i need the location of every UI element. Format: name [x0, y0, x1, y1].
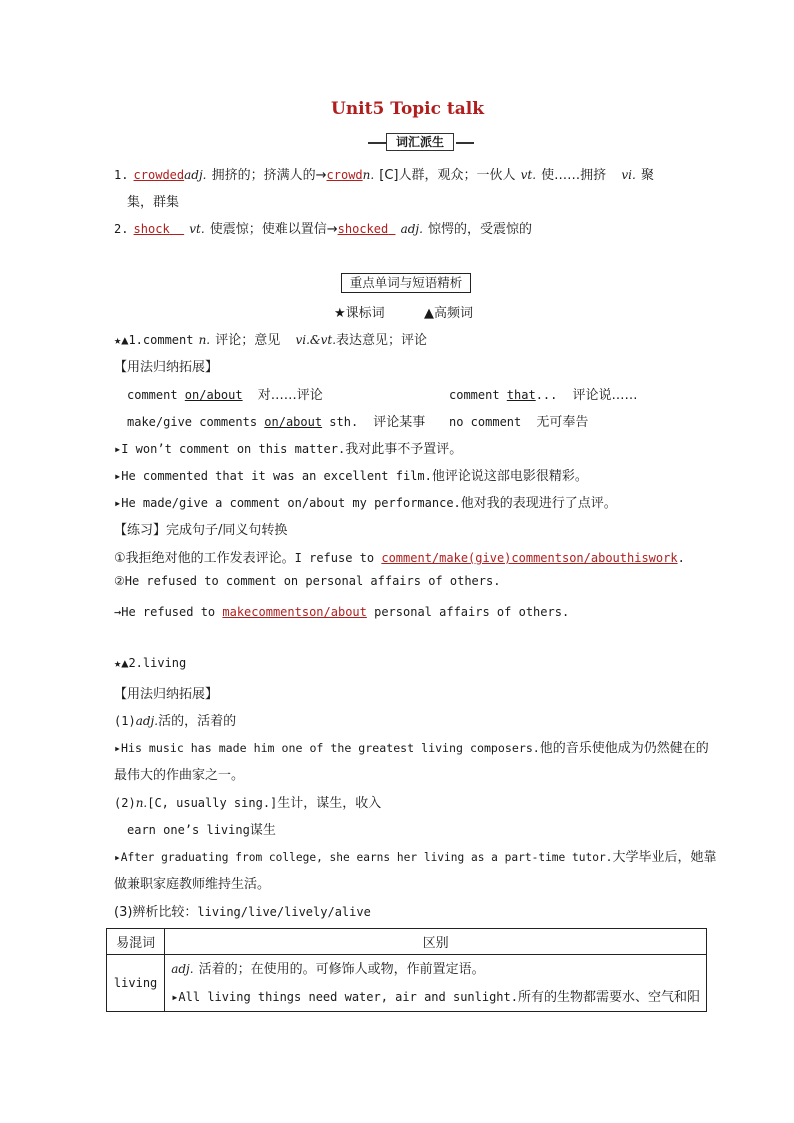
- vocab-item-1: [114, 164, 654, 183]
- sense-2-phrase: earn one’s living谋生: [127, 823, 276, 838]
- vocab-badge-label: 词汇派生: [386, 133, 454, 151]
- practice-answer: makecommentson/about: [222, 605, 367, 619]
- example-2: ▸He commented that it was an excellent film.他评论说这部电影很精彩。: [114, 469, 588, 484]
- definition: 使……拥挤: [541, 168, 607, 183]
- vocab-section-badge: [368, 133, 474, 151]
- answer-word: crowded: [133, 168, 185, 182]
- sense-2-example-cont: 做兼职家庭教师维持生活。: [114, 877, 271, 892]
- practice-2: ②He refused to comment on personal affairs of others.: [114, 574, 501, 588]
- table-header: 区别: [165, 929, 707, 955]
- sense-1-example: ▸His music has made him one of the greatest living composers.他的音乐使他成为仍然健在的: [114, 741, 709, 756]
- table-header-row: [107, 929, 707, 955]
- sense-3: (3)辨析比较：living/live/lively/alive: [114, 905, 371, 920]
- example-1: ▸I won’t comment on this matter.我对此事不予置评。: [114, 442, 463, 457]
- vocab-item-1-cont: 集，群集: [127, 195, 180, 210]
- example-3: ▸He made/give a comment on/about my performance.他对我的表现进行了点评。: [114, 496, 617, 511]
- entry-2-head: ★▲2.living: [114, 656, 187, 670]
- sense-1: (1)adj.活的，活着的: [114, 714, 237, 729]
- definition: 惊愕的，受震惊的: [428, 222, 533, 237]
- badge-right-line: [456, 142, 474, 144]
- phrase-2: comment that... 评论说……: [449, 388, 638, 403]
- pos-label: vt.: [189, 222, 205, 236]
- pos-label: vi.&vt.: [295, 333, 337, 347]
- comparison-table: [106, 928, 707, 1012]
- sense-2-example: ▸After graduating from college, she earns her living as a part-time tutor.大学毕业后，她靠: [114, 850, 717, 865]
- usage-label: 【用法归纳拓展】: [114, 360, 219, 375]
- practice-3: →He refused to makecommentson/about personal affairs of others.: [114, 605, 570, 619]
- definition: 拥挤的；挤满人的: [211, 168, 316, 183]
- practice-answer: comment/make(give)commentson/abouthiswork: [381, 551, 678, 565]
- definition: 表达意见；评论: [336, 333, 428, 348]
- table-header: 易混词: [107, 929, 165, 955]
- answer-word: shock: [133, 222, 170, 236]
- item-number: 2.: [114, 222, 129, 236]
- usage-label: 【用法归纳拓展】: [114, 687, 219, 702]
- pos-label: vi.: [621, 168, 636, 182]
- item-number: 1.: [114, 168, 129, 182]
- sense-1-example-cont: 最伟大的作曲家之一。: [114, 768, 245, 783]
- page-title: Unit5 Topic talk: [331, 99, 484, 119]
- pos-label: adj.: [184, 168, 207, 182]
- arrow-icon: →: [326, 222, 338, 237]
- pos-label: adj.: [400, 222, 423, 236]
- table-cell-detail: adj. 活着的；在使用的。可修饰人或物，作前置定语。 ▸All living things need water, air and sunlight.所有的生物都需要水、空气和阳: [165, 955, 707, 1012]
- sense-2: (2)n.[C, usually sing.]生计，谋生，收入: [114, 796, 382, 811]
- badge-left-line: [368, 142, 386, 144]
- pos-label: n.: [362, 168, 375, 182]
- arrow-icon: →: [315, 168, 327, 183]
- definition: [C]人群，观众；一伙人: [379, 168, 516, 183]
- phrase-3: make/give comments on/about sth. 评论某事: [127, 415, 426, 430]
- entry-1-head: [114, 329, 427, 348]
- phrase-4: no comment 无可奉告: [449, 415, 589, 430]
- legend-triangle: ▲高频词: [424, 306, 473, 321]
- entry-headword: ★▲1.comment: [114, 333, 194, 347]
- answer-word: shocked: [337, 222, 389, 236]
- practice-label: 【练习】完成句子/同义句转换: [114, 523, 288, 538]
- practice-1: ①我拒绝对他的工作发表评论。I refuse to comment/make(give)commentson/abouthiswork.: [114, 551, 685, 566]
- definition: 评论；意见: [215, 333, 281, 348]
- definition: 使震惊；使难以置信: [209, 222, 327, 237]
- legend-star: ★课标词: [334, 306, 385, 321]
- pos-label: n.: [198, 333, 211, 347]
- answer-word: crowd: [326, 168, 363, 182]
- pos-label: vt.: [520, 168, 537, 182]
- table-cell-word: living: [107, 955, 165, 1012]
- vocab-item-2: [114, 218, 532, 237]
- section-title: 重点单词与短语精析: [341, 273, 471, 293]
- definition: 聚: [640, 168, 654, 183]
- table-row: [107, 955, 707, 1012]
- phrase-1: comment on/about 对……评论: [127, 388, 323, 403]
